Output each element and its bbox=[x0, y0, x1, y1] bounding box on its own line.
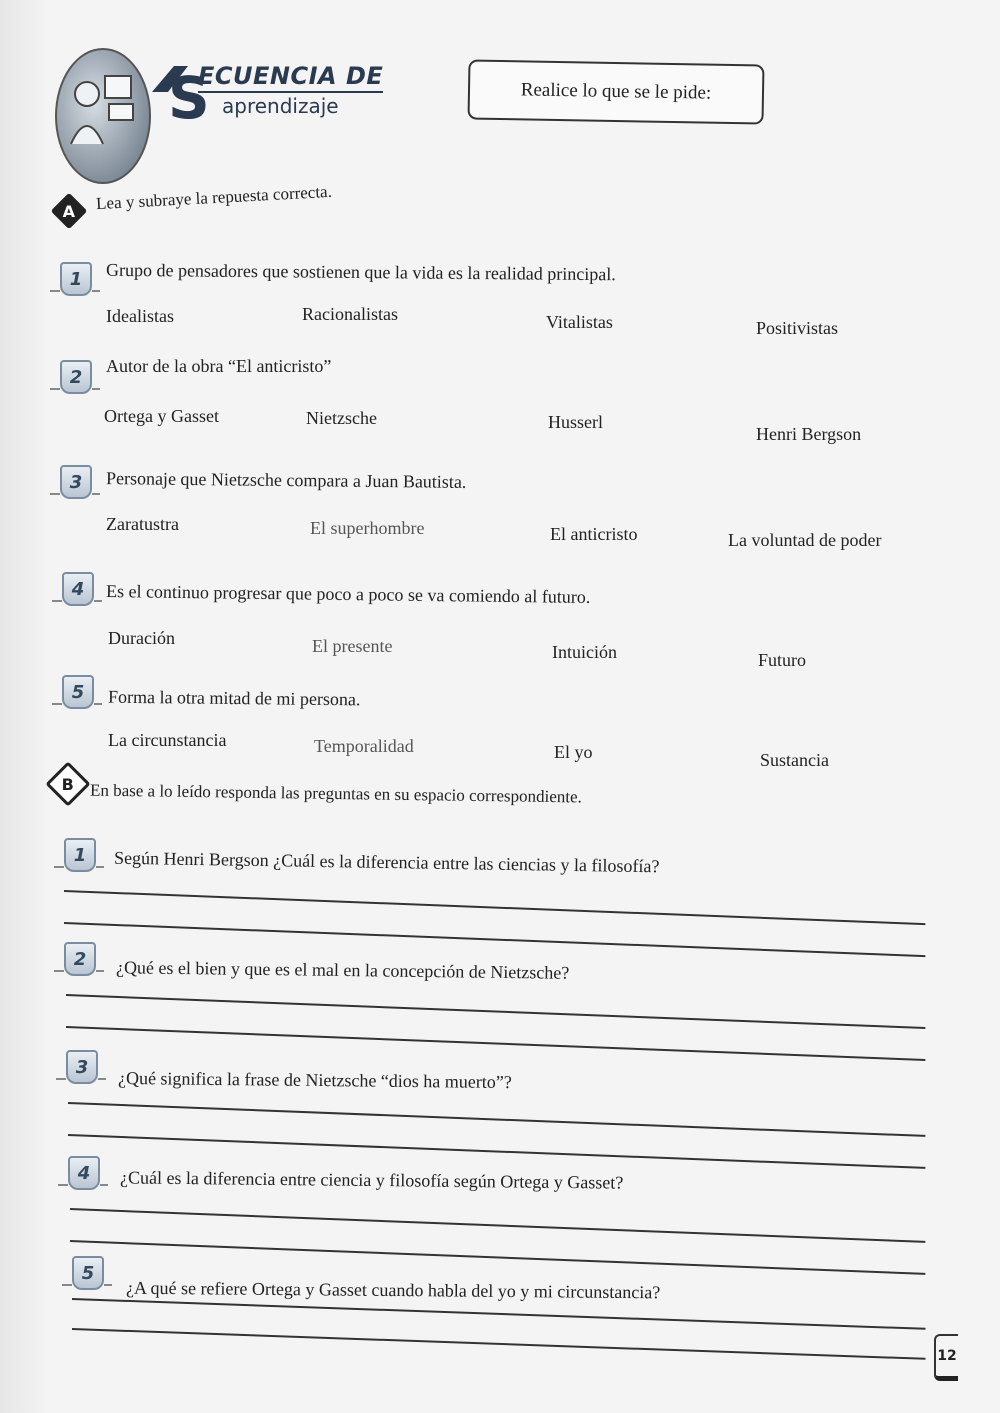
option-a3-1[interactable]: Zaratustra bbox=[106, 514, 179, 534]
question-a5-number: 5 bbox=[62, 675, 94, 709]
question-a2-text: Autor de la obra “El anticristo” bbox=[106, 356, 332, 376]
option-a3-3[interactable]: El anticristo bbox=[550, 524, 638, 544]
instruction-text: Realice lo que se le pide: bbox=[520, 79, 712, 104]
question-b5-text: ¿A qué se refiere Ortega y Gasset cuando habla del yo y mi circunstancia? bbox=[125, 1277, 661, 1303]
answer-line-b4-1[interactable] bbox=[70, 1208, 925, 1243]
option-a1-2[interactable]: Racionalistas bbox=[302, 304, 398, 324]
answer-line-b3-2[interactable] bbox=[68, 1134, 925, 1169]
option-a5-4[interactable]: Sustancia bbox=[760, 750, 829, 770]
option-a4-1[interactable]: Duración bbox=[108, 628, 175, 648]
option-a1-3[interactable]: Vitalistas bbox=[546, 312, 613, 332]
logo-subtitle: aprendizaje bbox=[222, 94, 339, 118]
option-a5-2[interactable]: Temporalidad bbox=[314, 736, 414, 756]
option-a4-4[interactable]: Futuro bbox=[758, 650, 807, 670]
logo-title: ECUENCIA DE bbox=[198, 62, 383, 93]
answer-line-b1-2[interactable] bbox=[64, 922, 925, 957]
option-a2-2[interactable]: Nietzsche bbox=[306, 408, 377, 428]
section-b-instruction: En base a lo leído responda las preguntas en su espacio correspondiente. bbox=[89, 780, 583, 807]
question-a5-text: Forma la otra mitad de mi persona. bbox=[107, 686, 361, 710]
question-a4-number: 4 bbox=[62, 572, 94, 606]
scan-shadow bbox=[0, 0, 50, 1413]
answer-line-b2-2[interactable] bbox=[66, 1026, 925, 1061]
question-b4-number: 4 bbox=[68, 1156, 100, 1190]
option-a2-1[interactable]: Ortega y Gasset bbox=[104, 406, 219, 426]
option-a4-3[interactable]: Intuición bbox=[552, 642, 617, 662]
question-b3-number: 3 bbox=[66, 1050, 98, 1084]
answer-line-b2-1[interactable] bbox=[66, 994, 925, 1029]
question-a1-text: Grupo de pensadores que sostienen que la vida es la realidad principal. bbox=[105, 259, 616, 285]
section-a-marker: A bbox=[62, 201, 76, 221]
question-b1-text: Según Henri Bergson ¿Cuál es la diferencia entre las ciencias y la filosofía? bbox=[113, 847, 660, 877]
logo-s-letter: S bbox=[168, 64, 210, 130]
answer-line-b5-2[interactable] bbox=[72, 1328, 926, 1360]
question-a1-number: 1 bbox=[60, 262, 92, 296]
question-b1-number: 1 bbox=[64, 838, 96, 872]
question-a2-number: 2 bbox=[60, 360, 92, 394]
section-b-icon bbox=[45, 761, 90, 806]
option-a3-2[interactable]: El superhombre bbox=[310, 518, 425, 538]
option-a3-4[interactable]: La voluntad de poder bbox=[728, 530, 882, 550]
logo-people-icon bbox=[55, 48, 151, 184]
answer-line-b4-2[interactable] bbox=[70, 1240, 925, 1275]
question-a4-text: Es el continuo progresar que poco a poco se va comiendo al futuro. bbox=[105, 581, 591, 607]
question-b4-text: ¿Cuál es la diferencia entre ciencia y filosofía según Ortega y Gasset? bbox=[119, 1167, 624, 1193]
option-a5-1[interactable]: La circunstancia bbox=[108, 730, 227, 750]
option-a1-4[interactable]: Positivistas bbox=[756, 318, 839, 338]
answer-line-b5-1[interactable] bbox=[72, 1298, 926, 1330]
question-b2-number: 2 bbox=[64, 942, 96, 976]
answer-line-b1-1[interactable] bbox=[64, 890, 925, 925]
section-a-instruction: Lea y subraye la repuesta correcta. bbox=[95, 181, 333, 214]
option-a1-1[interactable]: Idealistas bbox=[106, 306, 174, 326]
section-b-marker: B bbox=[61, 774, 75, 794]
answer-line-b3-1[interactable] bbox=[68, 1102, 925, 1137]
question-b5-number: 5 bbox=[72, 1256, 104, 1290]
question-b3-text: ¿Qué significa la frase de Nietzsche “dios ha muerto”? bbox=[117, 1067, 512, 1093]
option-a4-2[interactable]: El presente bbox=[312, 636, 393, 656]
option-a2-4[interactable]: Henri Bergson bbox=[756, 424, 862, 444]
option-a5-3[interactable]: El yo bbox=[554, 742, 593, 762]
page-number: 12 bbox=[934, 1334, 958, 1381]
instruction-box bbox=[467, 59, 764, 124]
section-a-icon bbox=[51, 193, 88, 230]
question-a3-number: 3 bbox=[60, 465, 92, 499]
question-a3-text: Personaje que Nietzsche compara a Juan Bautista. bbox=[105, 468, 467, 492]
question-b2-text: ¿Qué es el bien y que es el mal en la concepción de Nietzsche? bbox=[115, 957, 570, 983]
option-a2-3[interactable]: Husserl bbox=[548, 412, 603, 432]
